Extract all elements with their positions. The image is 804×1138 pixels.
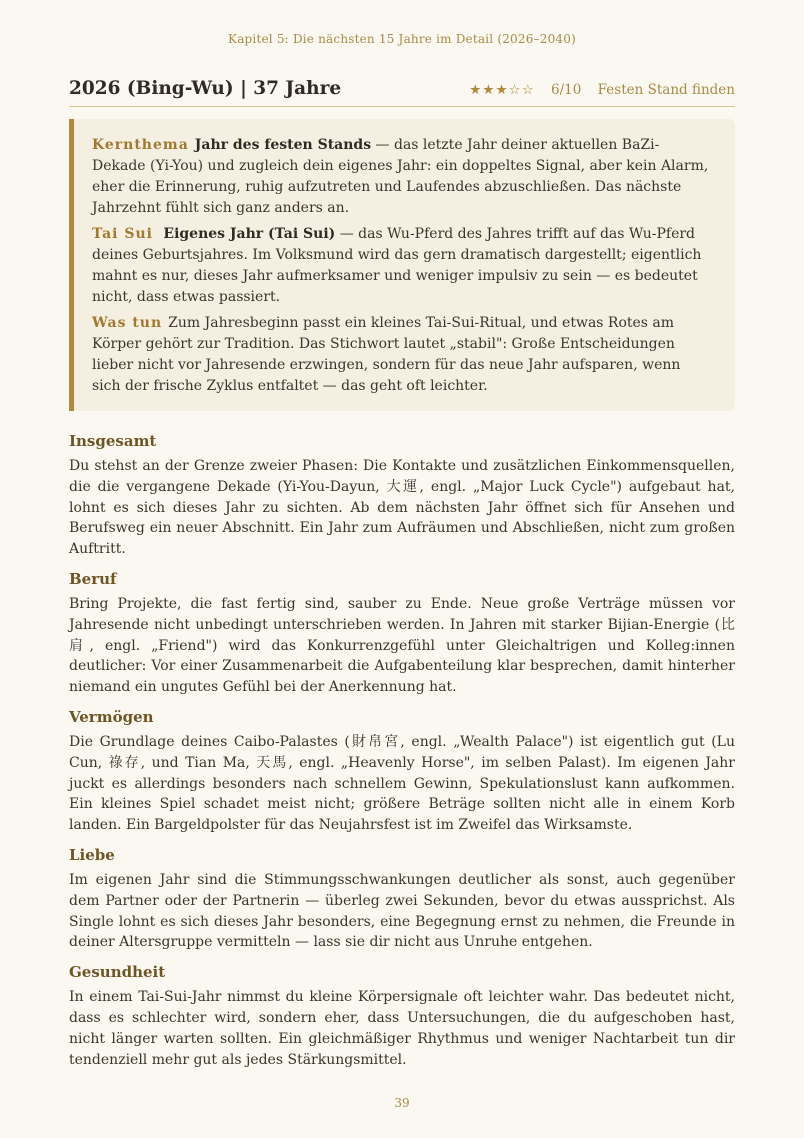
callout-was-tun <box>92 313 709 397</box>
callout-strong: Eigenes Jahr (Tai Sui) <box>163 226 336 242</box>
year-motto: Festen Stand finden <box>597 82 735 98</box>
section-text-liebe: Im eigenen Jahr sind die Stimmungsschwankungen deutlicher als sonst, auch gegenüber dem Partner oder der Partnerin — überleg zwei Sekunden, bevor du etwas aussprichst. Als Single lohnt es sich dieses Jahr besonders, eine Begegnung ernst zu nehmen, die Freunde in deiner Altersgruppe vermitteln — lass sie dir nicht aus Unruhe entgehen. <box>69 871 735 951</box>
section-text-vermoegen: Die Grundlage deines Caibo-Palastes (財帛宮, engl. „Wealth Palace") ist eigentlich gut (Lu Cun, 祿存, und Tian Ma, 天馬, engl. „Heavenly Horse", im selben Palast). Im eigenen Jahr juckt es allerdings besonders nach schnellem Gewinn, Spekulationslust kann aufkommen. Ein kleines Spiel schadet meist nicht; größere Beträge sollten nicht alle in einem Korb landen. Ein Bargeldpolster für das Neujahrsfest ist im Zweifel das Wirksamste. <box>69 733 735 834</box>
running-head: Kapitel 5: Die nächsten 15 Jahre im Detail (2026–2040) <box>228 32 576 46</box>
score-value: 6/10 <box>551 82 582 98</box>
callout-tai-sui <box>92 224 709 308</box>
star-rating-icon: ★★★☆☆ <box>469 82 535 98</box>
callout-text: — das letzte Jahr deiner aktuellen BaZi-Dekade (Yi-You) und zugleich dein eigenes Jahr: ein doppeltes Signal, aber kein Alarm, eher die Erinnerung, ruhig aufzutreten und Laufendes abzuschließen. Das nächste Jahrzehnt fühlt sich ganz anders an. <box>92 137 709 216</box>
section-text-beruf: Bring Projekte, die fast fertig sind, sauber zu Ende. Neue große Verträge müssen vor Jahresende nicht unbedingt unterschrieben werden. In Jahren mit starker Bijian-Energie (比肩, engl. „Friend") wird das Konkurrenzgefühl unter Gleichaltrigen und Kolleg:innen deutlicher: Vor einer Zusammenarbeit die Aufgabenteilung klar besprechen, damit hinterher niemand ein ungutes Gefühl bei der Anerkennung hat. <box>69 595 735 696</box>
section-text-insgesamt: Du stehst an der Grenze zweier Phasen: Die Kontakte und zusätzlichen Einkommensquellen, die die vergangene Dekade (Yi-You-Dayun, 大運, engl. „Major Luck Cycle") aufgebaut hat, lohnt es sich dieses Jahr zu sichten. Ab dem nächsten Jahr öffnet sich für Ansehen und Berufsweg ein neuer Abschnitt. Ein Jahr zum Aufräumen und Abschließen, nicht zum großen Auftritt. <box>69 458 735 558</box>
section-heading-vermoegen: Vermögen <box>69 707 154 726</box>
summary-callout <box>69 119 735 411</box>
year-rating <box>469 82 735 98</box>
callout-strong: Jahr des festen Stands <box>194 137 372 153</box>
section-heading-beruf: Beruf <box>69 569 117 588</box>
year-header <box>69 78 735 107</box>
section-text-gesundheit: In einem Tai-Sui-Jahr nimmst du kleine Körpersignale oft leichter wahr. Das bedeutet nicht, dass es schlechter wird, sondern eher, dass Untersuchungen, die du aufgeschoben hast, nicht länger warten sollten. Ein gleichmäßiger Rhythmus und weniger Nachtarbeit tun dir tendenziell mehr gut als jedes Stärkungsmittel. <box>69 989 735 1068</box>
callout-text: Zum Jahresbeginn passt ein kleines Tai-Sui-Ritual, und etwas Rotes am Körper gehört zur Tradition. Das Stichwort lautet „stabil": Große Entscheidungen lieber nicht vor Jahresende erzwingen, sondern für das neue Jahr aufsparen, wenn sich der frische Zyklus entfaltet — das geht oft leichter. <box>92 315 681 394</box>
page-number: 39 <box>394 1096 410 1110</box>
callout-text: — das Wu-Pferd des Jahres trifft auf das Wu-Pferd deines Geburtsjahres. Im Volksmund wird das gern dramatisch dargestellt; eigentlich mahnt es nur, dieses Jahr aufmerksamer und weniger impulsiv zu sein — es bedeutet nicht, dass etwas passiert. <box>92 226 702 305</box>
section-heading-gesundheit: Gesundheit <box>69 963 166 982</box>
callout-key: Kernthema <box>92 137 189 153</box>
callout-kernthema <box>92 135 709 219</box>
year-title: 2026 (Bing-Wu) | 37 Jahre <box>69 78 342 99</box>
callout-key: Was tun <box>92 315 163 331</box>
forecast-sections <box>69 431 735 1079</box>
section-heading-insgesamt: Insgesamt <box>69 432 157 450</box>
section-heading-liebe: Liebe <box>69 845 115 864</box>
callout-key: Tai Sui <box>92 226 153 242</box>
